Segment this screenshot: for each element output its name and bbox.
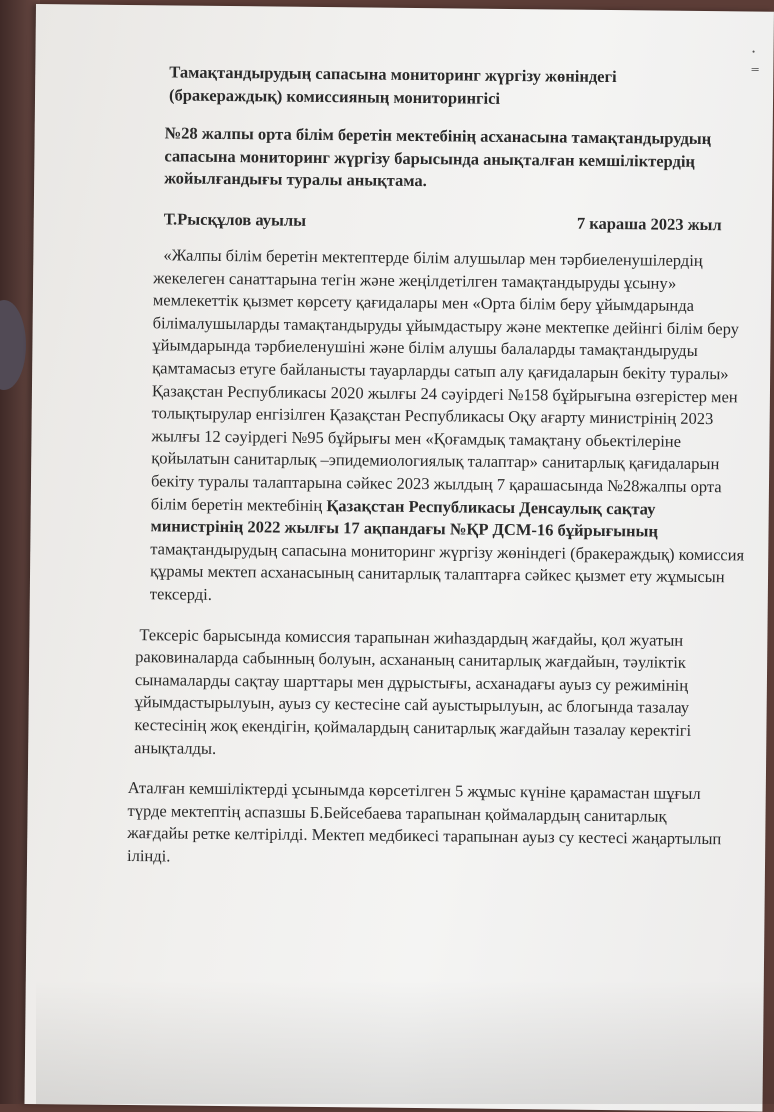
paragraph-3: Аталған кемшіліктерді ұсынымда көрсетілген 5 жұмыс күніне қарамастан шұғыл түрде мектептің аспазшы Б.Бейсебаева тарапынан қоймалардың санитарлық жағдайы ретке келтірілді. Мектеп медбикесі тарапынан ауыз су кестесі жаңартылып ілінді. [126,778,722,866]
paragraph-2: Тексеріс барысында комиссия тарапынан жиһаздардың жағдайы, қол жуатын раковиналарда сабынның болуын, асхананың санитарлық жағдайын, тәуліктік сынамаларды сақтау шарттары мен дұрыстығы, асханадағы ауыз су режимінің ұйымдастырылуын, ауыз су кестесіне сай ауыстырылуын, ас блогында тазалау кестесінің жоқ екендігін, қоймалардың санитарлық жағдайын тазалау керектігі анықталды. [134,624,692,758]
corner-mark: · ⁼ [750,41,764,83]
paragraph-1-part2: тамақтандырудың сапасына мониторинг жүргізу жөніндегі (бракераждық) комиссия құрамы мектеп асханасының санитарлық талаптарға сәйкес қызмет ету жұмысын тексерді. [149,539,745,604]
paragraph-1-part1: «Жалпы білім беретін мектептерде білім алушылар мен тәрбиеленушілердің жекелеген санаттарына тегін және жеңілдетілген тамақтандыруды ұсыну» мемлекеттік қызмет көрсету қағидалары мен «Орта білім беру ұйымдарында білімалушыларды тамақтандыруды ұйымдастыру және мектепке дейінгі білім беру ұйымдарында тәрбиеленушіні және білім алушы балаларды тамақтандыруды қамтамасыз етуге байланысты тауарларды сатып алу қағидаларын бекіту туралы» Қазақстан Республикасы 2020 жылғы 24 сәуірдегі №158 бұйрығына өзгерістер мен толықтырулар енгізілген Қазақстан Республикасы Оқу ағарту министрінің 2023 жылғы 12 сәуірдегі №95 бұйрығы мен «Қоғамдық тамақтану обьектілеріне қойылатын санитарлық –эпидемиологиялық талаптар» санитарлық қағидаларын бекіту туралы талаптарына сәйкес 2023 жылдың 7 қарашасында №28жалпы орта білім беретін мектебінің [150,245,740,515]
location: Т.Рысқұлов ауылы [163,208,307,230]
document-body [127,61,749,874]
paragraph-1-bold: Қазақстан Республикасы Денсаулық сақтау министрінің 2022 жылғы 17 ақпандағы №ҚР ДСМ-16 бұйрығының [150,495,659,541]
paragraph-1 [150,244,754,612]
document-date: 7 караша 2023 жыл [576,213,722,234]
document-subject: №28 жалпы орта білім беретін мектебінің асханасына тамақтандырудың сапасына мониторинг жүргізу барысында анықталған кемшіліктердің жойылғандығы туралы анықтама. [164,123,712,191]
document-meta [164,208,722,236]
document-header-title: Тамақтандырудың сапасына мониторинг жүргізу жөніндегі (бракераждық) комиссияның мониторингісі [168,62,617,108]
document-sheet [24,4,773,1112]
